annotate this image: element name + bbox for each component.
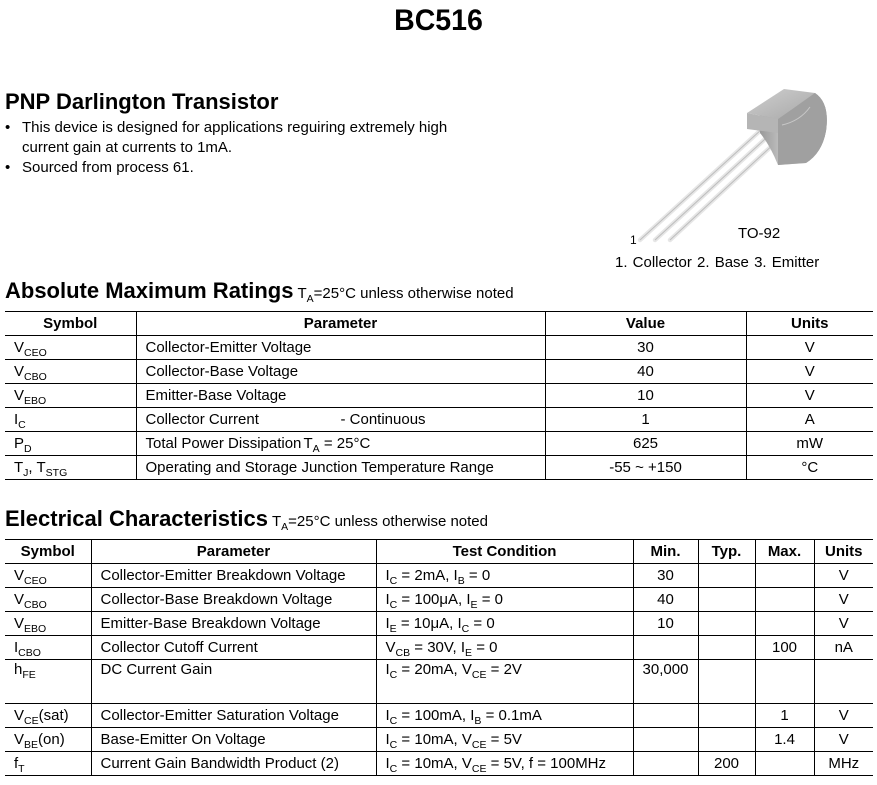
max-cell: 1 — [755, 704, 814, 728]
col-header-symbol: Symbol — [5, 540, 91, 564]
units-cell: V — [814, 564, 873, 588]
electrical-characteristics-table — [5, 539, 873, 776]
datasheet-title: BC516 — [394, 4, 483, 37]
table-row — [5, 360, 873, 384]
parameter-cell: Collector Cutoff Current — [91, 636, 376, 660]
units-cell: V — [814, 704, 873, 728]
value-cell: 625 — [545, 432, 746, 456]
table-row — [5, 728, 873, 752]
value-cell: 40 — [545, 360, 746, 384]
units-cell — [814, 660, 873, 704]
symbol-cell: $V_{EBO}$ — [5, 384, 136, 408]
test-condition-cell: $I_C = 10mA$, $V_{CE} = 5V$, f = 100MHz — [376, 752, 633, 776]
units-cell: V — [814, 588, 873, 612]
col-header-max: Max. — [755, 540, 814, 564]
symbol-cell: $V_{CBO}$ — [5, 588, 91, 612]
parameter-cell: Emitter-Base Voltage — [136, 384, 545, 408]
max-cell — [755, 564, 814, 588]
table-row — [5, 588, 873, 612]
max-cell — [755, 752, 814, 776]
typ-cell — [698, 612, 755, 636]
abs-max-note: $T_A=25^\circ C$ unless otherwise noted — [297, 285, 514, 305]
feature-item: • Sourced from process 61. — [5, 159, 194, 176]
parameter-cell: Collector-Emitter Voltage — [136, 336, 545, 360]
parameter-cell: Base-Emitter On Voltage — [91, 728, 376, 752]
bullet-icon: • — [5, 159, 11, 176]
parameter-cell: Current Gain Bandwidth Product (2) — [91, 752, 376, 776]
col-header-value: Value — [545, 312, 746, 336]
units-cell: MHz — [814, 752, 873, 776]
max-cell — [755, 588, 814, 612]
table-row — [5, 612, 873, 636]
bullet-icon: • — [5, 119, 11, 136]
parameter-cell: Collector-Emitter Saturation Voltage — [91, 704, 376, 728]
table-row — [5, 636, 873, 660]
pin-legend: 1. Collector 2. Base 3. Emitter — [615, 254, 820, 271]
typ-cell: 200 — [698, 752, 755, 776]
package-name: TO-92 — [738, 225, 781, 242]
value-cell: -55 ~ +150 — [545, 456, 746, 480]
col-header-units: Units — [746, 312, 873, 336]
symbol-cell: $T_J$, $T_{STG}$ — [5, 456, 136, 480]
test-condition-cell: $I_C = 100\mu A$, $I_E = 0$ — [376, 588, 633, 612]
to92-package-image — [610, 85, 877, 275]
typ-cell — [698, 704, 755, 728]
symbol-cell: $f_T$ — [5, 752, 91, 776]
table-row — [5, 704, 873, 728]
min-cell: 10 — [633, 612, 698, 636]
test-condition-cell: $I_C = 10mA$, $V_{CE} = 5V$ — [376, 728, 633, 752]
feature-list — [5, 118, 492, 178]
units-cell: V — [814, 728, 873, 752]
table-row — [5, 456, 873, 480]
symbol-cell: $V_{CBO}$ — [5, 360, 136, 384]
units-cell: A — [746, 408, 873, 432]
units-cell: nA — [814, 636, 873, 660]
max-cell — [755, 660, 814, 704]
units-cell: V — [814, 612, 873, 636]
symbol-cell: $I_{CBO}$ — [5, 636, 91, 660]
typ-cell — [698, 660, 755, 704]
absolute-max-table — [5, 311, 873, 480]
table-row — [5, 336, 873, 360]
electrical-note: $T_A=25^\circ C$ unless otherwise noted — [271, 513, 488, 533]
table-header-row — [5, 312, 873, 336]
symbol-cell: $V_{CEO}$ — [5, 336, 136, 360]
col-header-test-condition: Test Condition — [376, 540, 633, 564]
min-cell — [633, 704, 698, 728]
test-condition-cell: $I_C = 2mA$, $I_B = 0$ — [376, 564, 633, 588]
test-condition-cell: $V_{CB} = 30V$, $I_E = 0$ — [376, 636, 633, 660]
min-cell: 30 — [633, 564, 698, 588]
table-header-row — [5, 540, 873, 564]
value-cell: 1 — [545, 408, 746, 432]
table-row — [5, 660, 873, 704]
value-cell: 30 — [545, 336, 746, 360]
parameter-cell: Collector-Base Voltage — [136, 360, 545, 384]
symbol-cell: $h_{FE}$ — [5, 660, 91, 704]
test-condition-cell: $I_C = 20mA$, $V_{CE} = 2V$ — [376, 660, 633, 704]
test-condition-cell: $I_C = 100mA$, $I_B = 0.1mA$ — [376, 704, 633, 728]
min-cell: 30,000 — [633, 660, 698, 704]
units-cell: °C — [746, 456, 873, 480]
min-cell — [633, 728, 698, 752]
col-header-parameter: Parameter — [136, 312, 545, 336]
parameter-cell: Collector-Emitter Breakdown Voltage — [91, 564, 376, 588]
parameter-cell: DC Current Gain — [91, 660, 376, 704]
symbol-cell: $V_{BE}(on)$ — [5, 728, 91, 752]
parameter-cell: Emitter-Base Breakdown Voltage — [91, 612, 376, 636]
col-header-units: Units — [814, 540, 873, 564]
feature-item: • This device is designed for applications reguiring extremely high current gain at currents to 1mA. — [5, 119, 448, 156]
units-cell: mW — [746, 432, 873, 456]
pin1-marker: 1 — [630, 233, 637, 247]
table-row — [5, 752, 873, 776]
table-row — [5, 564, 873, 588]
typ-cell — [698, 728, 755, 752]
min-cell — [633, 636, 698, 660]
col-header-parameter: Parameter — [91, 540, 376, 564]
symbol-cell: $V_{CEO}$ — [5, 564, 91, 588]
col-header-typ: Typ. — [698, 540, 755, 564]
typ-cell — [698, 636, 755, 660]
min-cell: 40 — [633, 588, 698, 612]
max-cell: 100 — [755, 636, 814, 660]
units-cell: V — [746, 360, 873, 384]
parameter-cell: Collector Current - Continuous — [136, 408, 545, 432]
electrical-heading: Electrical Characteristics $T_A=25^\circ C$ unless otherwise noted — [5, 506, 488, 533]
min-cell — [633, 752, 698, 776]
value-cell: 10 — [545, 384, 746, 408]
symbol-cell: $I_C$ — [5, 408, 136, 432]
col-header-symbol: Symbol — [5, 312, 136, 336]
symbol-cell: $V_{EBO}$ — [5, 612, 91, 636]
device-subtitle: PNP Darlington Transistor — [5, 89, 279, 114]
typ-cell — [698, 588, 755, 612]
table-row — [5, 384, 873, 408]
max-cell: 1.4 — [755, 728, 814, 752]
units-cell: V — [746, 384, 873, 408]
table-row — [5, 432, 873, 456]
table-row — [5, 408, 873, 432]
typ-cell — [698, 564, 755, 588]
parameter-cell: Collector-Base Breakdown Voltage — [91, 588, 376, 612]
col-header-min: Min. — [633, 540, 698, 564]
units-cell: V — [746, 336, 873, 360]
abs-max-heading: Absolute Maximum Ratings $T_A=25^\circ C$ unless otherwise noted — [5, 278, 514, 305]
symbol-cell: $V_{CE}(sat)$ — [5, 704, 91, 728]
parameter-cell: Operating and Storage Junction Temperature Range — [136, 456, 545, 480]
parameter-cell: Total Power Dissipation $T_A = 25^\circ C$ — [136, 432, 545, 456]
max-cell — [755, 612, 814, 636]
symbol-cell: $P_D$ — [5, 432, 136, 456]
test-condition-cell: $I_E = 10\mu A$, $I_C = 0$ — [376, 612, 633, 636]
